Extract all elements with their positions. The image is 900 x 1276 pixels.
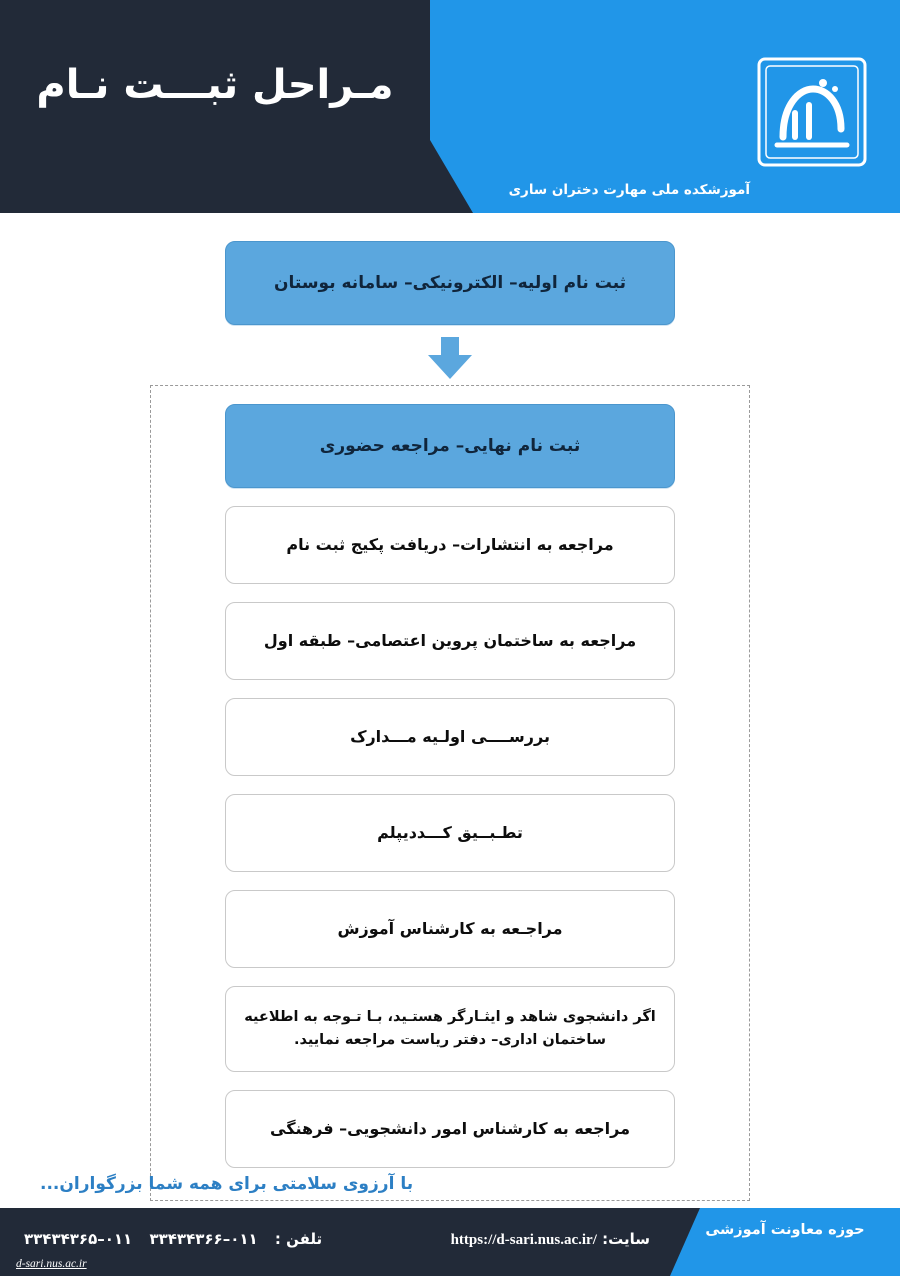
- flow-step-document-check: بررســــی اولـیه مـــدارک: [225, 698, 675, 776]
- flow-group-in-person-steps: [150, 385, 750, 1201]
- page-title: مـراحل ثبـــت نـام: [36, 62, 394, 108]
- flow-step-publications: مراجعه به انتشارات– دریافت پکیج ثبت نام: [225, 506, 675, 584]
- flow-step-shahed-isargar: اگر دانشجوی شاهد و ایثـارگر هستـید، بـا تـوجه به اطلاعیه ساختمان اداری– دفتر ریاست مراجعه نمایید.: [225, 986, 675, 1072]
- footer-phone-2: ۰۱۱–۳۳۴۳۴۳۶۵: [24, 1230, 133, 1248]
- page-footer: [0, 1208, 900, 1276]
- process-flow: [0, 213, 900, 1201]
- university-emblem-icon: [752, 52, 872, 172]
- footer-site-url[interactable]: https://d-sari.nus.ac.ir/: [450, 1232, 597, 1248]
- footer-site-label: سایت:: [602, 1230, 650, 1248]
- arrow-down-icon: [0, 337, 900, 379]
- flow-step-initial-registration: ثبت نام اولیه– الکترونیکی– سامانه بوستان: [225, 241, 675, 325]
- flow-step-building: مراجعه به ساختمان پروین اعتصامی– طبقه اول: [225, 602, 675, 680]
- wish-message: با آرزوی سلامتی برای همه شما بزرگواران...: [40, 1174, 414, 1194]
- footer-accent-shape: [670, 1208, 900, 1276]
- footer-phone-1: ۰۱۱–۳۳۴۳۴۳۶۶: [149, 1230, 258, 1248]
- footer-department: حوزه معاونت آموزشی: [705, 1222, 865, 1238]
- footer-phone-label: تلفن :: [274, 1230, 323, 1248]
- footer-phones: [18, 1230, 328, 1248]
- flow-step-final-registration: ثبت نام نهایی– مراجعه حضوری: [225, 404, 675, 488]
- footer-website[interactable]: [445, 1230, 650, 1249]
- page-header: [0, 0, 900, 213]
- institution-name: آموزشکده ملی مهارت دختران ساری: [508, 182, 750, 198]
- flow-step-diploma-code: تطـبــیق کـــدديپلم: [225, 794, 675, 872]
- footer-email[interactable]: d-sari.nus.ac.ir: [16, 1258, 87, 1270]
- flow-step-education-expert: مراجـعه به کارشناس آموزش: [225, 890, 675, 968]
- flow-step-student-affairs: مراجعه به کارشناس امور دانشجویی– فرهنگی: [225, 1090, 675, 1168]
